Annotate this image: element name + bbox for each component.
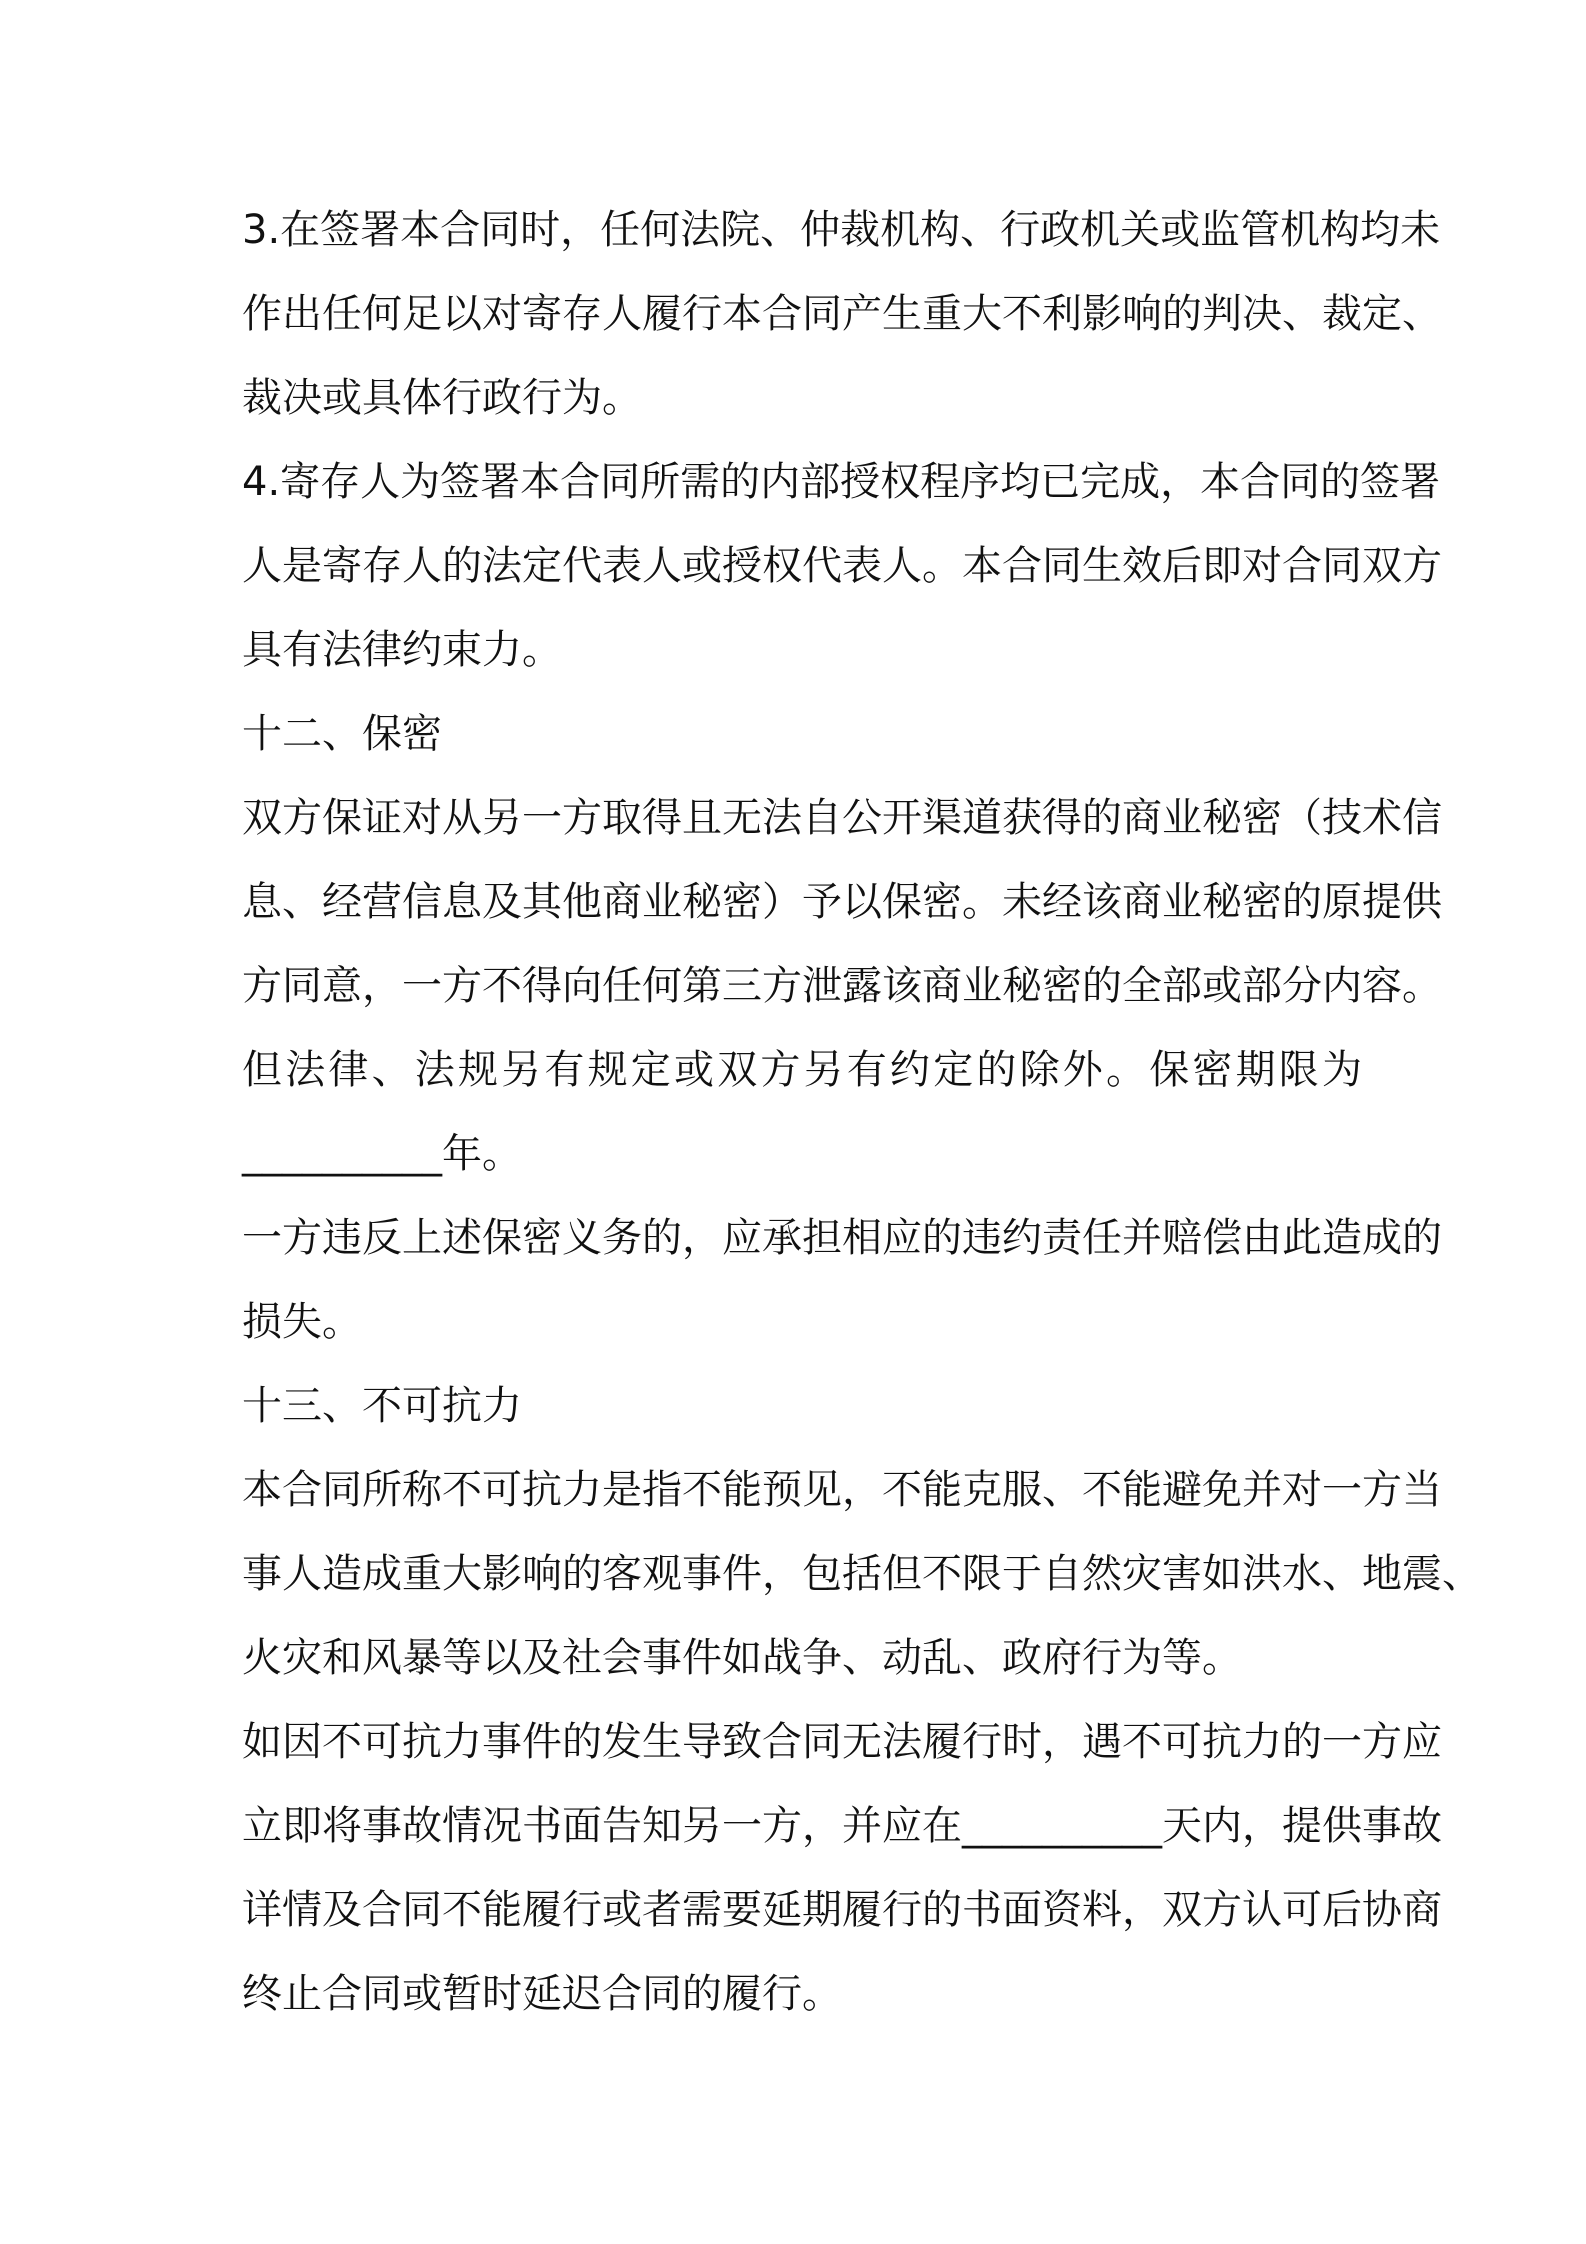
clause-13-para-1-line-2: 事人造成重大影响的客观事件，包括但不限于自然灾害如洪水、地震、: [242, 1551, 1482, 1597]
clause-11-item-4-line-3: 具有法律约束力。: [242, 627, 562, 673]
clause-12-para-1-line-2: 息、经营信息及其他商业秘密）予以保密。未经该商业秘密的原提供: [242, 879, 1442, 925]
clause-11-item-3-line-3: 裁决或具体行政行为。: [242, 375, 642, 421]
clause-12-para-2-line-1: 一方违反上述保密义务的，应承担相应的违约责任并赔偿由此造成的: [242, 1215, 1442, 1261]
clause-12-heading: 十二、保密: [242, 711, 442, 757]
clause-13-para-2-line-1: 如因不可抗力事件的发生导致合同无法履行时，遇不可抗力的一方应: [242, 1719, 1442, 1765]
clause-13-para-2-line-4: 终止合同或暂时延迟合同的履行。: [242, 1971, 842, 2017]
clause-12-para-1-line-5: __________年。: [242, 1131, 522, 1177]
clause-13-para-1-line-1: 本合同所称不可抗力是指不能预见，不能克服、不能避免并对一方当: [242, 1467, 1442, 1513]
clause-11-item-4-line-1: 4.寄存人为签署本合同所需的内部授权程序均已完成，本合同的签署: [242, 459, 1441, 505]
clause-13-heading: 十三、不可抗力: [242, 1383, 522, 1429]
clause-13-para-1-line-3: 火灾和风暴等以及社会事件如战争、动乱、政府行为等。: [242, 1635, 1242, 1681]
clause-12-para-1-line-4: 但法律、法规另有规定或双方另有约定的除外。保密期限为: [242, 1047, 1362, 1093]
clause-12-para-1-line-1: 双方保证对从另一方取得且无法自公开渠道获得的商业秘密（技术信: [242, 795, 1442, 841]
clause-13-para-2-line-3: 详情及合同不能履行或者需要延期履行的书面资料，双方认可后协商: [242, 1887, 1442, 1933]
clause-12-para-1-line-3: 方同意，一方不得向任何第三方泄露该商业秘密的全部或部分内容。: [242, 963, 1442, 1009]
clause-11-item-3-line-1: 3.在签署本合同时，任何法院、仲裁机构、行政机关或监管机构均未: [242, 207, 1441, 253]
clause-13-para-2-line-2: 立即将事故情况书面告知另一方，并应在__________天内，提供事故: [242, 1803, 1442, 1849]
clause-12-para-2-line-2: 损失。: [242, 1299, 362, 1345]
clause-11-item-3-line-2: 作出任何足以对寄存人履行本合同产生重大不利影响的判决、裁定、: [242, 291, 1442, 337]
clause-11-item-4-line-2: 人是寄存人的法定代表人或授权代表人。本合同生效后即对合同双方: [242, 543, 1442, 589]
